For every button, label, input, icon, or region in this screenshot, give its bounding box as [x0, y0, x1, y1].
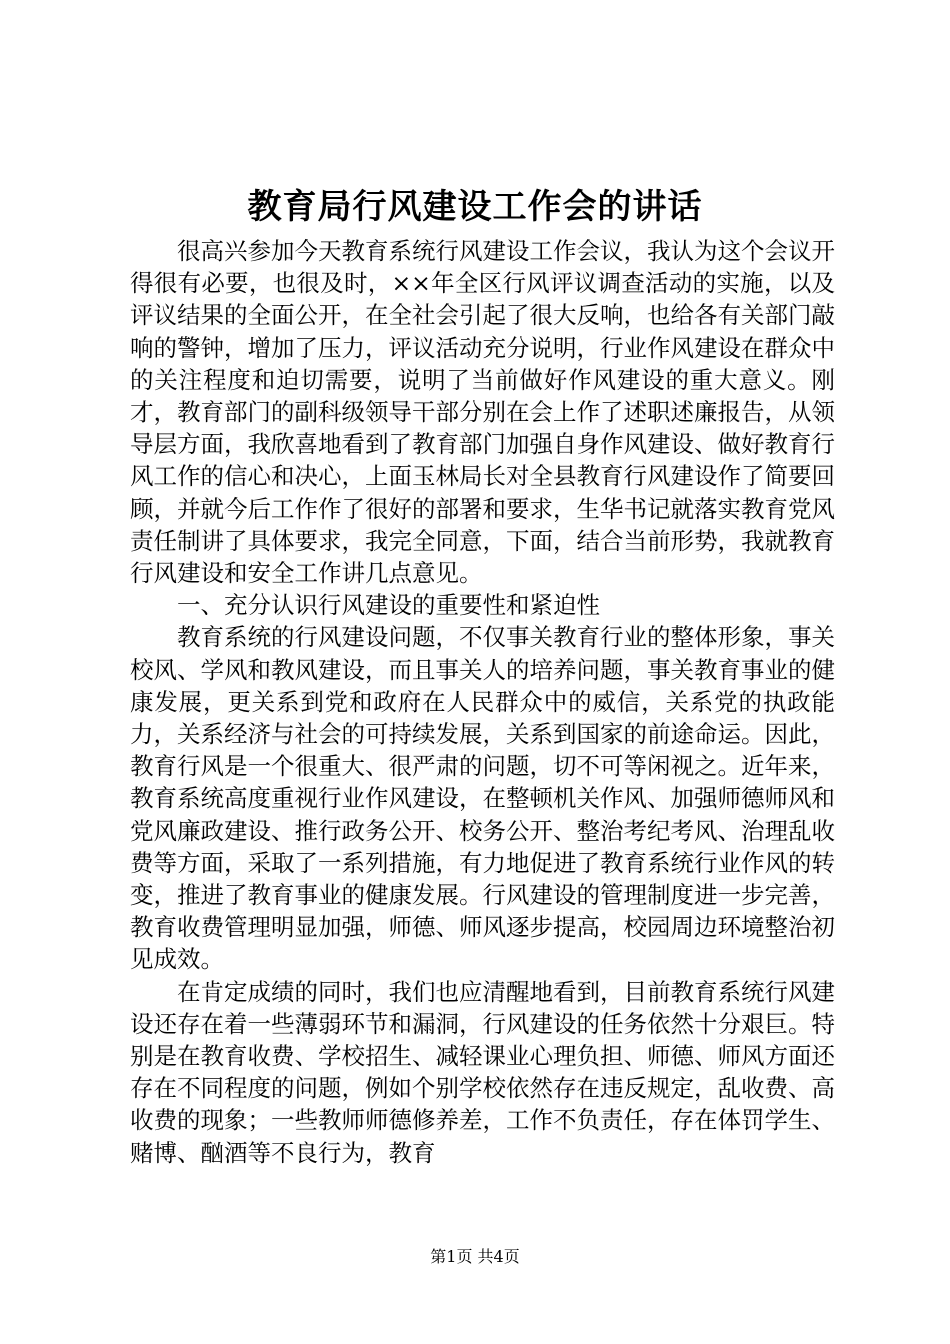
page-footer: 第1页 共4页 — [430, 1247, 520, 1266]
paragraph-intro: 很高兴参加今天教育系统行风建设工作会议，我认为这个会议开得很有必要，也很及时，××年全区行风评议调查活动的实施，以及评议结果的全面公开，在全社会引起了很大反响，也给各有关部门敲响的警钟，增加了压力，评议活动充分说明，行业作风建设在群众中的关注程度和迫切需要，说明了当前做好作风建设的重大意义。刚才，教育部门的副科级领导干部分别在会上作了述职述廉报告，从领导层方面，我欣喜地看到了教育部门加强自身作风建设、做好教育行风工作的信心和决心，上面玉林局长对全县教育行风建设作了简要回顾，并就今后工作作了很好的部署和要求，生华书记就落实教育党风责任制讲了具体要求，我完全同意，下面，结合当前形势，我就教育行风建设和安全工作讲几点意见。 — [130, 237, 835, 588]
paragraph-importance: 教育系统的行风建设问题，不仅事关教育行业的整体形象，事关校风、学风和教风建设，而且事关人的培养问题，事关教育事业的健康发展，更关系到党和政府在人民群众中的威信，关系党的执政能力，关系经济与社会的可持续发展，关系到国家的前途命运。因此，教育行风是一个很重大、很严肃的问题，切不可等闲视之。近年来，教育系统高度重视行业作风建设，在整顿机关作风、加强师德师风和党风廉政建设、推行政务公开、校务公开、整治考纪考风、治理乱收费等方面，采取了一系列措施，有力地促进了教育系统行业作风的转变，推进了教育事业的健康发展。行风建设的管理制度进一步完善，教育收费管理明显加强，师德、师风逐步提高，校园周边环境整治初见成效。 — [130, 623, 835, 974]
document-body — [130, 235, 835, 1169]
paragraph-problems: 在肯定成绩的同时，我们也应清醒地看到，目前教育系统行风建设还存在着一些薄弱环节和漏洞，行风建设的任务依然十分艰巨。特别是在教育收费、学校招生、减轻课业心理负担、师德、师风方面还存在不同程度的问题，例如个别学校依然存在违反规定，乱收费、高收费的现象；一些教师师德修养差，工作不负责任，存在体罚学生、赌博、酗酒等不良行为，教育 — [130, 977, 835, 1167]
section-heading: 一、充分认识行风建设的重要性和紧迫性 — [177, 591, 600, 620]
document-title: 教育局行风建设工作会的讲话 — [247, 187, 703, 227]
